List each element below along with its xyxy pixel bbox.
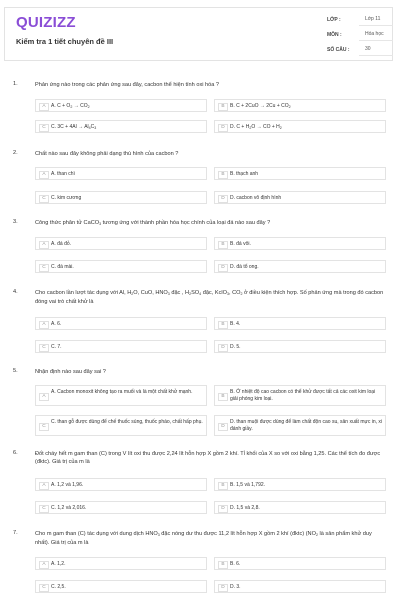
- answer-option[interactable]: [35, 415, 207, 436]
- option-text: C. 7.: [51, 344, 62, 350]
- answer-option[interactable]: [214, 120, 386, 133]
- answer-option[interactable]: [214, 237, 386, 250]
- answer-option[interactable]: [35, 191, 207, 204]
- option-text: C. $3C + 4Al \to Al_4C_3$: [51, 124, 97, 130]
- option-letter-badge: D: [218, 264, 228, 272]
- answer-option[interactable]: [214, 557, 386, 570]
- option-letter-badge: C: [39, 505, 49, 513]
- option-text: C. 2,5.: [51, 584, 66, 590]
- option-text: D. than muội được dùng để làm chất độn cao su, sản xuất mực in, xi đánh giầy.: [230, 419, 382, 432]
- question-number: 4.: [13, 289, 18, 295]
- option-letter-badge: A: [39, 171, 49, 179]
- answer-option[interactable]: [35, 478, 207, 491]
- question-number: 5.: [13, 368, 18, 374]
- option-letter-badge: C: [39, 584, 49, 592]
- option-letter-badge: C: [39, 195, 49, 203]
- option-letter-badge: D: [218, 423, 228, 431]
- exam-title: Kiểm tra 1 tiết chuyên đề III: [16, 37, 114, 46]
- option-letter-badge: B: [218, 241, 228, 249]
- worksheet-header: [4, 7, 393, 61]
- answer-option[interactable]: [35, 120, 207, 133]
- option-text: D. cacbon vô định hình: [230, 195, 282, 201]
- quizizz-logo: QUIZIZZ: [16, 14, 76, 31]
- answer-option[interactable]: [214, 340, 386, 353]
- answer-option[interactable]: [214, 317, 386, 330]
- option-letter-badge: A: [39, 321, 49, 329]
- option-text: B. $C + 2CuO \to 2Cu + CO_2$: [230, 103, 291, 109]
- option-letter-badge: D: [218, 344, 228, 352]
- option-text: C. than gỗ được dùng để chế thuốc súng, thuốc pháo, chất hấp phụ.: [51, 419, 203, 425]
- answer-option[interactable]: [35, 260, 207, 273]
- answer-option[interactable]: [35, 340, 207, 353]
- option-letter-badge: B: [218, 171, 228, 179]
- answer-option[interactable]: [214, 580, 386, 593]
- option-text: D. đá tổ ong.: [230, 264, 259, 270]
- question-number: 7.: [13, 530, 18, 536]
- option-letter-badge: B: [218, 482, 228, 490]
- answer-option[interactable]: [214, 385, 386, 406]
- answer-option[interactable]: [214, 478, 386, 491]
- option-letter-badge: C: [39, 264, 49, 272]
- option-letter-badge: B: [218, 561, 228, 569]
- answer-option[interactable]: [214, 260, 386, 273]
- option-text: A. 6.: [51, 321, 62, 327]
- option-text: C. kim cương: [51, 195, 82, 201]
- option-letter-badge: B: [218, 393, 228, 401]
- option-text: A. 1,2.: [51, 561, 66, 567]
- option-text: D. 3.: [230, 584, 241, 590]
- option-text: D. 1,5 và 2,8.: [230, 505, 260, 511]
- question-text: Chất nào sau đây không phải dạng thù hình của cacbon ?: [35, 151, 179, 157]
- option-letter-badge: C: [39, 423, 49, 431]
- answer-option[interactable]: [214, 191, 386, 204]
- question-number: 6.: [13, 450, 18, 456]
- meta-label: SỐ CÂU :: [327, 47, 350, 53]
- option-text: A. 1,2 và 1,96.: [51, 482, 84, 488]
- option-letter-badge: B: [218, 321, 228, 329]
- option-text: A. than chì: [51, 171, 75, 177]
- option-letter-badge: C: [39, 124, 49, 132]
- question-number: 2.: [13, 150, 18, 156]
- option-text: B. 4.: [230, 321, 241, 327]
- option-text: A. $C + O_2 \to CO_2$: [51, 103, 90, 109]
- answer-option[interactable]: [35, 385, 207, 406]
- question-text: Đốt cháy hết m gam than (C) trong V lít oxi thu được 2,24 lít hỗn hợp X gồm 2 khí. Tỉ khối của X so với oxi bằng 1,25. Các thể tích đo được (đktc). Giá trị của m là: [35, 451, 381, 465]
- option-text: A. đá đỏ.: [51, 241, 72, 247]
- answer-option[interactable]: [214, 167, 386, 180]
- answer-option[interactable]: [214, 99, 386, 112]
- question-text: Cho m gam than (C) tác dụng với dung dịch $HNO_3$ đặc nóng dư thu được 11,2 lít hỗn hợp X gồm 2 khí (đktc) ($NO_2$ là sản phẩm khử duy nhất). Giá trị của m là: [35, 531, 372, 546]
- question-text: Phản ứng nào trong các phản ứng sau đây, cacbon thể hiện tính oxi hóa ?: [35, 82, 220, 88]
- option-text: B. 6.: [230, 561, 241, 567]
- question-number: 3.: [13, 219, 18, 225]
- answer-option[interactable]: [35, 317, 207, 330]
- option-text: B. đá vôi.: [230, 241, 251, 247]
- option-letter-badge: D: [218, 124, 228, 132]
- answer-option[interactable]: [35, 501, 207, 514]
- question-number: 1.: [13, 81, 18, 87]
- answer-option[interactable]: [214, 415, 386, 436]
- meta-value: 30: [359, 45, 393, 56]
- option-letter-badge: A: [39, 561, 49, 569]
- answer-option[interactable]: [35, 167, 207, 180]
- option-text: B. thạch anh: [230, 171, 259, 177]
- option-letter-badge: A: [39, 103, 49, 111]
- option-text: D. $C + H_2O$ → CO + $H_2$: [230, 124, 282, 130]
- option-letter-badge: C: [39, 344, 49, 352]
- answer-option[interactable]: [35, 580, 207, 593]
- answer-option[interactable]: [35, 237, 207, 250]
- option-text: D. 5.: [230, 344, 241, 350]
- option-text: C. 1,2 và 2,016.: [51, 505, 87, 511]
- option-letter-badge: A: [39, 241, 49, 249]
- option-text: C. đá mài.: [51, 264, 74, 270]
- option-letter-badge: A: [39, 482, 49, 490]
- option-letter-badge: D: [218, 195, 228, 203]
- option-letter-badge: A: [39, 393, 49, 401]
- meta-label: LỚP :: [327, 17, 341, 23]
- option-letter-badge: B: [218, 103, 228, 111]
- option-text: A. Cacbon monoxit không tạo ra muối và là một chất khử mạnh.: [51, 389, 193, 395]
- meta-value: Lớp 11: [359, 15, 393, 26]
- option-letter-badge: D: [218, 505, 228, 513]
- meta-value: Hóa học: [359, 30, 393, 41]
- question-text: Nhận định nào sau đây sai ?: [35, 369, 106, 375]
- question-text: Công thức phân tử CaCO$_3$ tương ứng với thành phần hóa học chính của loại đá nào sau đây ?: [35, 220, 271, 226]
- option-text: B. 1,5 và 1,792.: [230, 482, 266, 488]
- answer-option[interactable]: [214, 501, 386, 514]
- meta-label: MÔN :: [327, 32, 342, 38]
- option-text: B. Ở nhiệt độ cao cacbon có thể khử được tất cả các oxit kim loại giải phóng kim loại.: [230, 389, 376, 402]
- option-letter-badge: D: [218, 584, 228, 592]
- answer-option[interactable]: [35, 99, 207, 112]
- answer-option[interactable]: [35, 557, 207, 570]
- question-text: Cho cacbon lần lượt tác dụng với Al, $H_2O$, CuO, $HNO_3$ đặc , $H_2SO_4$ đặc, KclO$_3$, $CO_2$ ở điều kiện thích hợp. Số phản ứng mà trong đó cacbon đóng vai trò chất khử là: [35, 290, 384, 305]
